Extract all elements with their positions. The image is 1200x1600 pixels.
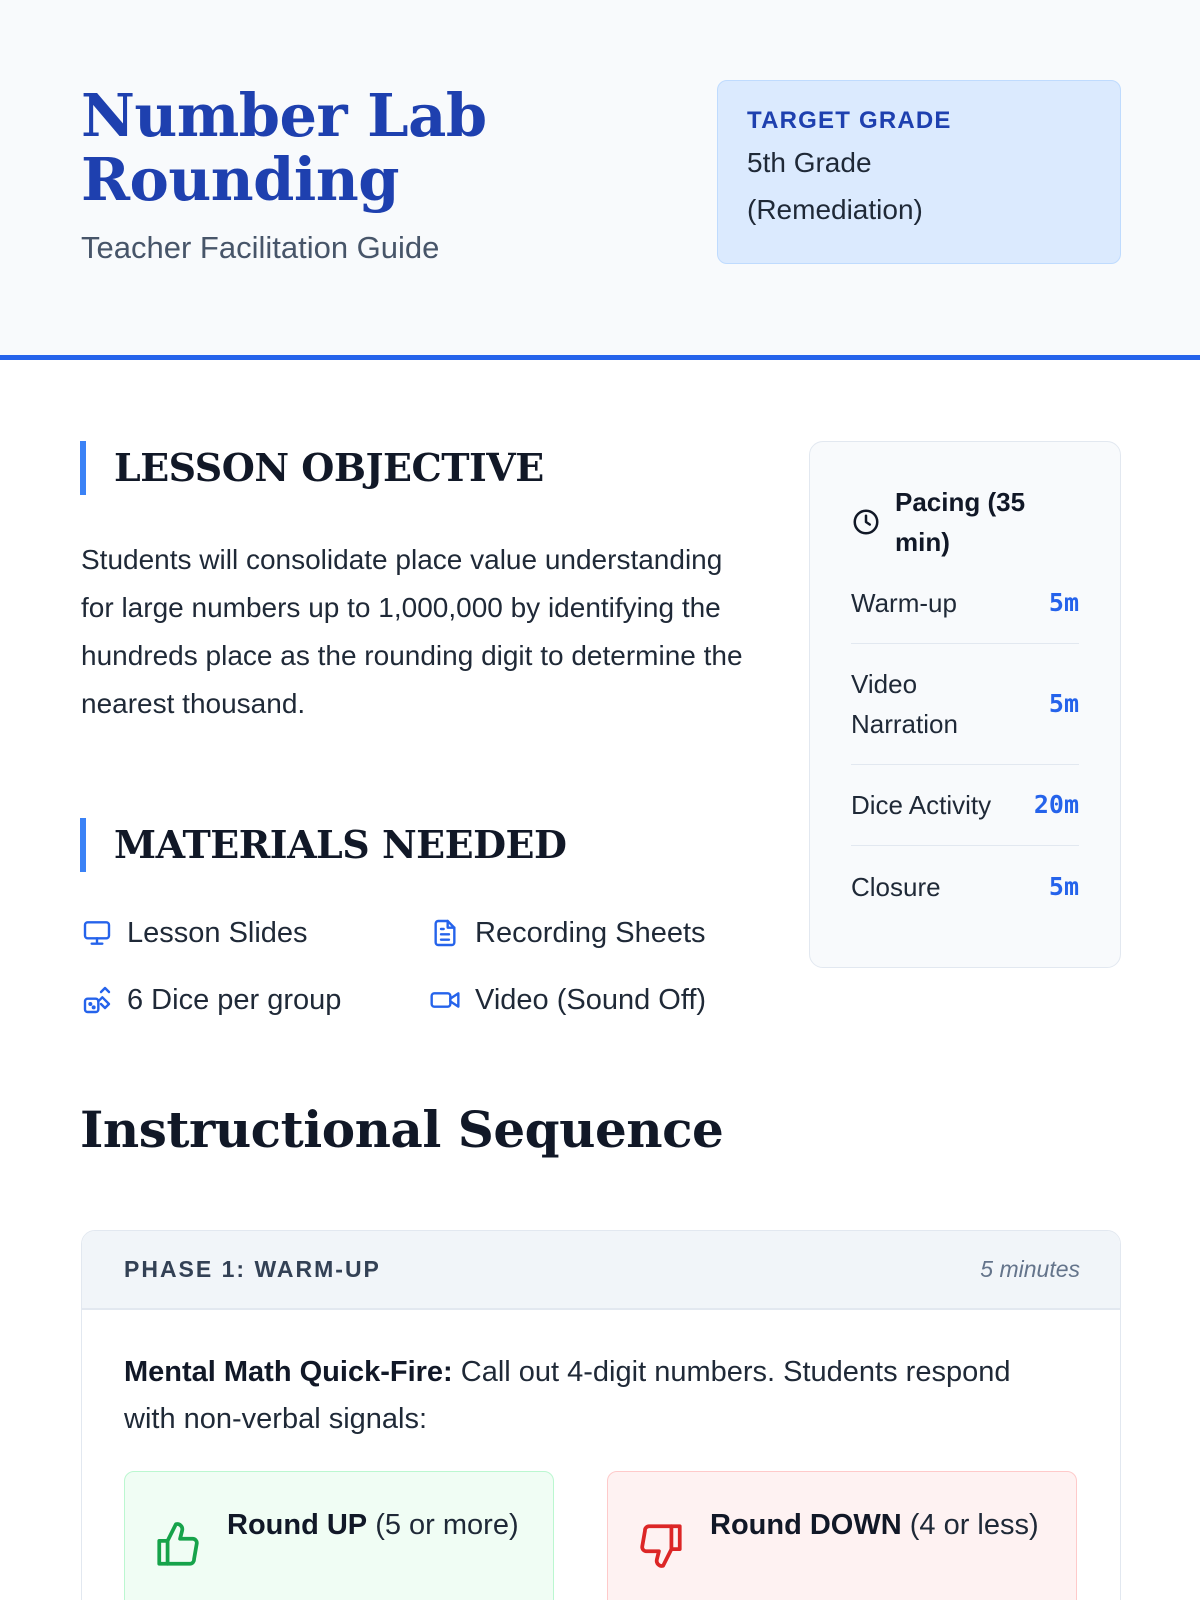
page-subtitle: Teacher Facilitation Guide (81, 230, 440, 265)
pacing-row-label: Warm-up (851, 587, 957, 618)
signal-up-bold: Round UP (227, 1509, 368, 1541)
video-camera-icon (428, 983, 462, 1017)
dice-icon (80, 983, 114, 1017)
signal-down-rest: (4 or less) (901, 1509, 1039, 1541)
phase-card (81, 1230, 1121, 1600)
monitor-icon (80, 916, 114, 950)
pacing-row-label: Dice Activity (851, 790, 992, 820)
pacing-row-minutes: 5m (1048, 587, 1079, 617)
pacing-row-minutes: 5m (1048, 689, 1079, 718)
pacing-header (851, 482, 1079, 562)
pacing-card (809, 441, 1121, 968)
phase-header (82, 1231, 1120, 1310)
target-grade-value: 5th Grade (Remediation) (747, 147, 923, 225)
pacing-row (851, 846, 1079, 927)
material-label: 6 Dice per group (127, 983, 342, 1016)
objective-heading: LESSON OBJECTIVE (80, 441, 544, 495)
phase-description (124, 1349, 1024, 1443)
materials-heading: MATERIALS NEEDED (80, 818, 566, 872)
phase-duration: 5 minutes (980, 1256, 1080, 1282)
page-header (0, 0, 1200, 360)
pacing-title: Pacing (35 min) (895, 487, 1026, 557)
sequence-title: Instructional Sequence (80, 1100, 724, 1159)
pacing-row (851, 562, 1079, 644)
thumbs-up-icon (153, 1520, 207, 1574)
pacing-row-minutes: 5m (1048, 871, 1079, 901)
page-title: Number Lab Rounding (81, 81, 487, 214)
phase-body: Call out 4-digit numbers. Students respond with non-verbal signals: (124, 1356, 1011, 1435)
phase-name: PHASE 1: WARM-UP (124, 1256, 381, 1282)
material-label: Recording Sheets (475, 916, 706, 949)
pacing-row-minutes: 20m (1033, 790, 1079, 819)
material-item (428, 916, 706, 950)
pacing-row (851, 765, 1079, 846)
material-item (80, 983, 341, 1017)
pacing-row (851, 644, 1079, 765)
target-grade-box (717, 80, 1121, 264)
signal-down-text (710, 1502, 1039, 1549)
objective-text: Students will consolidate place value understanding for large numbers up to 1,000,000 by identifying the hundreds place as the rounding digit to determine the nearest thousand. (81, 544, 743, 719)
clock-icon (851, 507, 881, 537)
thumbs-down-icon (636, 1520, 690, 1574)
signal-down-bold: Round DOWN (710, 1509, 902, 1541)
material-label: Lesson Slides (127, 916, 308, 949)
pacing-row-label: Video Narration (851, 669, 958, 739)
signal-up-text (227, 1502, 519, 1549)
material-label: Video (Sound Off) (475, 983, 707, 1016)
material-item (428, 983, 706, 1017)
phase-lead: Mental Math Quick-Fire: (124, 1356, 453, 1388)
target-grade-label: TARGET GRADE (747, 107, 952, 134)
pacing-row-label: Closure (851, 871, 941, 902)
signal-up-rest: (5 or more) (367, 1509, 519, 1541)
document-icon (428, 916, 462, 950)
signal-round-up (124, 1471, 554, 1600)
signal-round-down (607, 1471, 1077, 1600)
material-item (80, 916, 308, 950)
